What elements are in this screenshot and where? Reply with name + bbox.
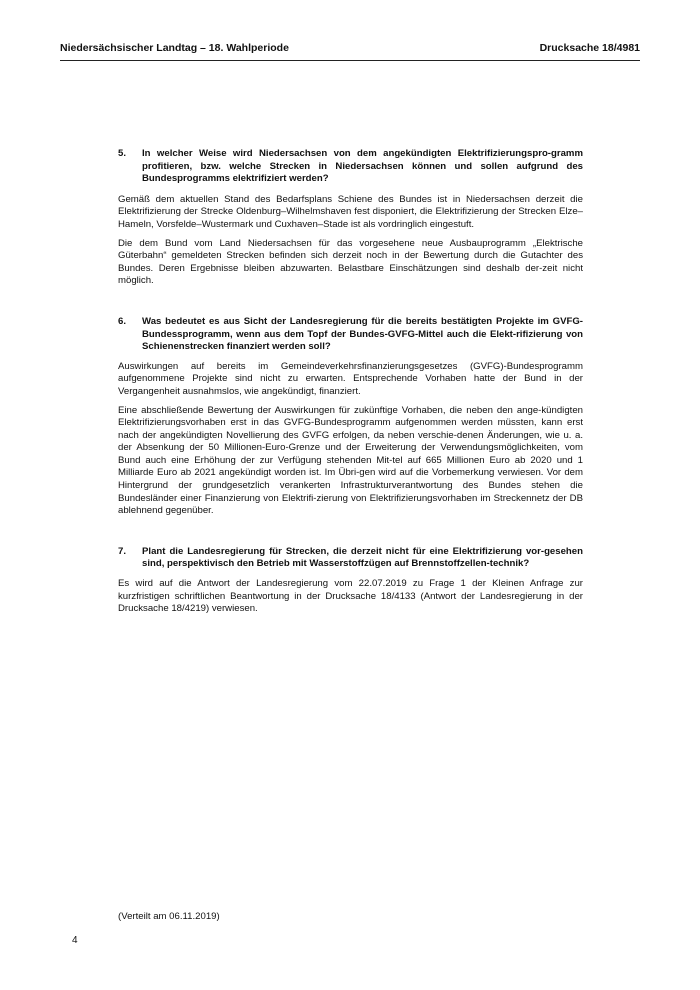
header-parliament-title: Niedersächsischer Landtag – 18. Wahlperiode bbox=[60, 42, 289, 54]
question-section-6 bbox=[118, 316, 583, 518]
question-number: 7. bbox=[118, 545, 127, 557]
question-text: In welcher Weise wird Niedersachsen von dem angekündigten Elektrifizierungspro-gramm profitieren, bzw. welche Strecken in Niedersachsen können und sollen aufgrund des Bundesprogramms elektrifiziert werden? bbox=[142, 148, 583, 185]
question-section-5 bbox=[118, 148, 583, 288]
answer-paragraph: Es wird auf die Antwort der Landesregierung vom 22.07.2019 zu Frage 1 der Kleinen Anfrage zur kurzfristigen schriftlichen Beantwortung in der Drucksache 18/4133 (Antwort der Landesregierung in der Drucksache 18/4219) verwiesen. bbox=[118, 578, 583, 615]
distribution-date-note: (Verteilt am 06.11.2019) bbox=[118, 911, 220, 922]
document-body bbox=[118, 148, 583, 616]
question-number: 5. bbox=[118, 148, 127, 159]
question-heading bbox=[118, 148, 583, 186]
question-heading bbox=[118, 546, 583, 571]
header-document-number: Drucksache 18/4981 bbox=[539, 42, 640, 54]
answer-paragraph: Auswirkungen auf bereits im Gemeindeverkehrsfinanzierungsgesetzes (GVFG)-Bundesprogramm aufgenommene Projekte sind nicht zu erwarten. Entsprechende Vorhaben hatte der Bund in der Vergangenheit ausnahmslos, wie angekündigt, finanziert. bbox=[118, 360, 583, 397]
question-text: Plant die Landesregierung für Strecken, die derzeit nicht für eine Elektrifizierung vor-gesehen sind, perspektivisch den Betrieb mit Wasserstoffzügen auf Brennstoffzellen-technik? bbox=[142, 545, 583, 570]
answer-paragraph: Gemäß dem aktuellen Stand des Bedarfsplans Schiene des Bundes ist in Niedersachsen derzeit die Elektrifizierung der Strecke Oldenburg–Wilhelmshaven fest disponiert, die Elektrifizierung der Strecken Elze–Hameln, Vorsfelde–Wustermark und Cuxhaven–Stade ist als vordringlich eingestuft. bbox=[118, 193, 583, 230]
question-section-7 bbox=[118, 546, 583, 616]
page-header bbox=[60, 40, 640, 61]
answer-paragraph: Eine abschließende Bewertung der Auswirkungen für zukünftige Vorhaben, die neben den ange-kündigten Elektrifizierungsvorhaben erst in das GVFG-Bundesprogramm aufgenommen werden müssten, kann erst nach der angekündigten Novellierung des GVFG erfolgen, da neben verschie-denen Änderungen, wie u. a. der Absenkung der 50 Millionen-Euro-Grenze und der Erweiterung der Verwendungsmöglichkeiten, vom Bund auch eine Erhöhung der zur Verfügung stehenden Mit-tel auf 665 Millionen Euro ab 2020 und 1 Milliarde Euro ab 2021 angekündigt worden ist. Im Übri-gen wird auf die Vorbemerkung verwiesen. Vor dem Hintergrund der grundgesetzlich verankerten Infrastrukturverantwortung des Bundes stehen die Bundesländer einer Finanzierung von Elektrifi-zierung von Elektrifizierungsvorhaben im Streckennetz der DB ablehnend gegenüber. bbox=[118, 404, 583, 517]
question-text: Was bedeutet es aus Sicht der Landesregierung für die bereits bestätigten Projekte im GVFG-Bundessprogramm, wenn aus dem Topf der Bundes-GVFG-Mittel auch die Elekt-rifizierung von Schienenstrecken finanziert werden soll? bbox=[142, 315, 583, 353]
answer-paragraph: Die dem Bund vom Land Niedersachsen für das vorgesehene neue Ausbauprogramm „Elektrische Güterbahn“ gemeldeten Strecken befinden sich derzeit noch in der Bewertung durch die Gutachter des Bundes. Deren Ergebnisse bleiben abzuwarten. Belastbare Einschätzungen sind deshalb der-zeit nicht möglich. bbox=[118, 237, 583, 287]
question-heading bbox=[118, 316, 583, 354]
page-number: 4 bbox=[72, 935, 78, 946]
question-number: 6. bbox=[118, 315, 127, 327]
